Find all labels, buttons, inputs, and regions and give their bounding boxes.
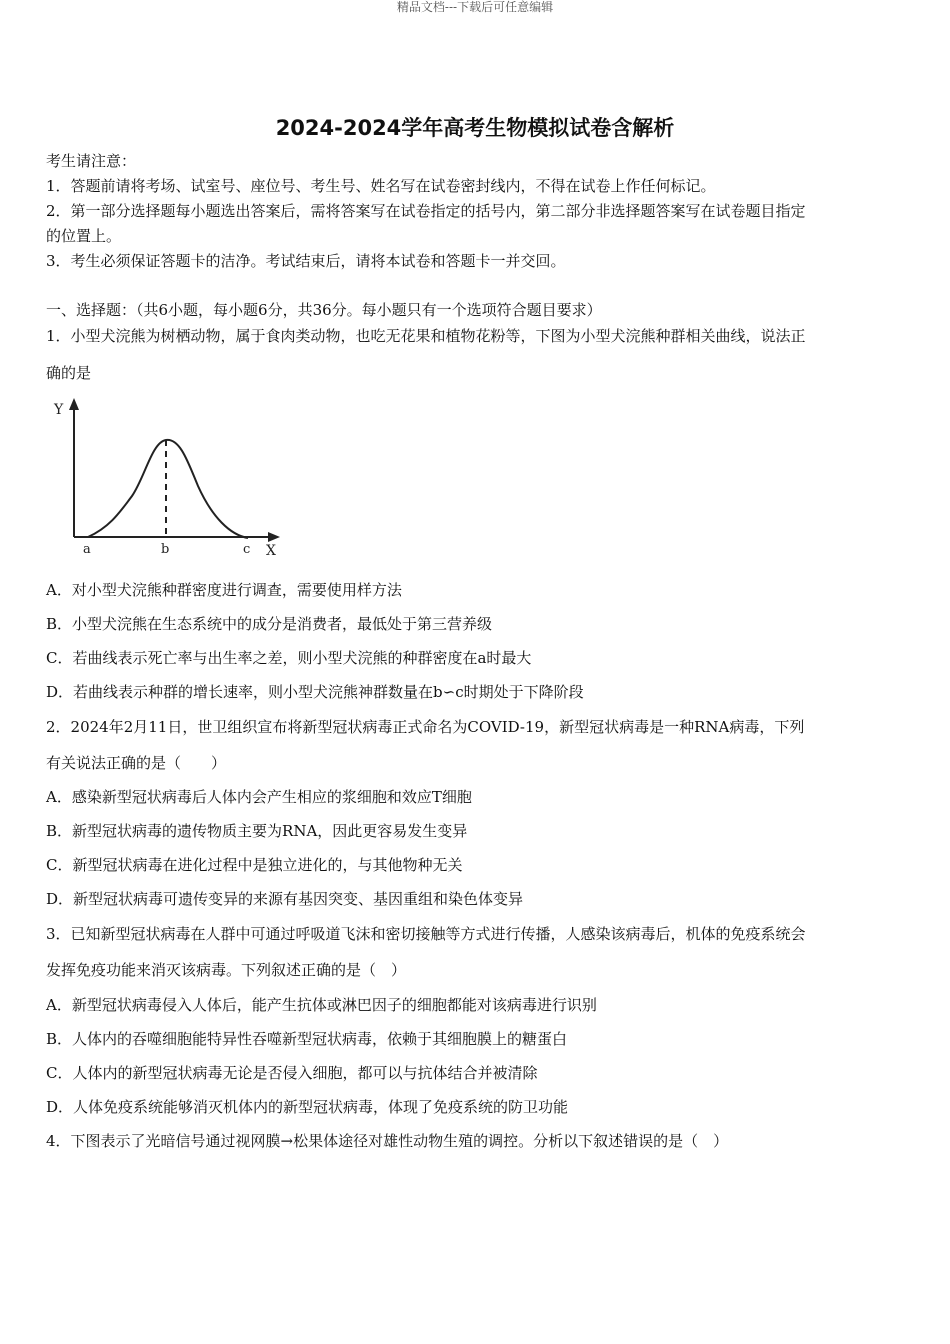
question-stem: 发挥免疫功能来消灭该病毒。下列叙述正确的是（ ） [46, 961, 407, 979]
question-option: C．若曲线表示死亡率与出生率之差，则小型犬浣熊的种群密度在a时最大 [46, 649, 532, 667]
population-curve-figure [50, 392, 290, 564]
question-option: D．人体免疫系统能够消灭机体内的新型冠状病毒，体现了免疫系统的防卫功能 [46, 1098, 569, 1116]
question-option: A．对小型犬浣熊种群密度进行调查，需要使用样方法 [46, 581, 402, 599]
x-axis-arrow [268, 532, 280, 542]
tick-label-c: c [243, 542, 251, 557]
question-stem: 4．下图表示了光暗信号通过视网膜→松果体途径对雄性动物生殖的调控。分析以下叙述错误的是（ ） [46, 1132, 729, 1150]
question-option: C．新型冠状病毒在进化过程中是独立进化的，与其他物种无关 [46, 856, 463, 874]
notice-item: 3．考生必须保证答题卡的洁净。考试结束后，请将本试卷和答题卡一并交回。 [46, 252, 566, 270]
y-axis-label: Y [54, 402, 64, 418]
tick-label-a: a [83, 542, 91, 557]
notice-item: 2．第一部分选择题每小题选出答案后，需将答案写在试卷指定的括号内，第二部分非选择题答案写在试卷题目指定 [46, 202, 806, 220]
question-option: D．若曲线表示种群的增长速率，则小型犬浣熊神群数量在b∽c时期处于下降阶段 [46, 683, 584, 701]
question-stem: 1．小型犬浣熊为树栖动物，属于食肉类动物，也吃无花果和植物花粉等，下图为小型犬浣熊种群相关曲线，说法正 [46, 327, 806, 345]
question-stem: 有关说法正确的是（ ） [46, 754, 227, 772]
notice-heading: 考生请注意： [46, 152, 137, 170]
x-axis-label: X [266, 543, 276, 559]
question-option: A．感染新型冠状病毒后人体内会产生相应的浆细胞和效应T细胞 [46, 788, 472, 806]
question-option: B．新型冠状病毒的遗传物质主要为RNA，因此更容易发生变异 [46, 822, 468, 840]
tick-label-b: b [161, 542, 170, 557]
header-note: 精品文档---下载后可任意编辑 [396, 0, 554, 14]
question-option: B．小型犬浣熊在生态系统中的成分是消费者，最低处于第三营养级 [46, 615, 493, 633]
y-axis-arrow [69, 398, 79, 410]
question-stem: 3．已知新型冠状病毒在人群中可通过呼吸道飞沫和密切接触等方式进行传播，人感染该病毒后，机体的免疫系统会 [46, 925, 806, 943]
notice-item: 的位置上。 [46, 227, 122, 245]
section-heading: 一、选择题：（共6小题，每小题6分，共36分。每小题只有一个选项符合题目要求） [46, 301, 602, 319]
question-option: A．新型冠状病毒侵入人体后，能产生抗体或淋巴因子的细胞都能对该病毒进行识别 [46, 996, 597, 1014]
question-option: C．人体内的新型冠状病毒无论是否侵入细胞，都可以与抗体结合并被清除 [46, 1064, 538, 1082]
notice-item: 1．答题前请将考场、试室号、座位号、考生号、姓名写在试卷密封线内，不得在试卷上作任何标记。 [46, 177, 716, 195]
population-curve [88, 440, 248, 538]
question-option: D．新型冠状病毒可遗传变异的来源有基因突变、基因重组和染色体变异 [46, 890, 524, 908]
question-stem: 确的是 [46, 364, 92, 382]
page-title: 2024-2024学年高考生物模拟试卷含解析 [275, 116, 675, 140]
question-stem: 2．2024年2月11日，世卫组织宣布将新型冠状病毒正式命名为COVID-19，新型冠状病毒是一种RNA病毒，下列 [46, 718, 805, 736]
question-option: B．人体内的吞噬细胞能特异性吞噬新型冠状病毒，依赖于其细胞膜上的糖蛋白 [46, 1030, 568, 1048]
